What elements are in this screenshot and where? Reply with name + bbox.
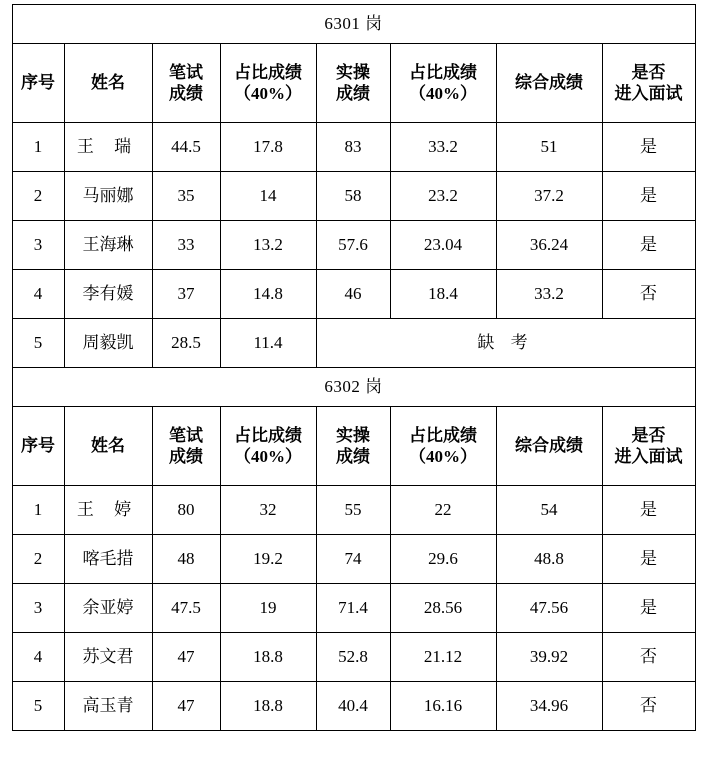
header-cell-practical-weighted xyxy=(390,407,496,486)
cell-name: 高玉青 xyxy=(64,682,152,731)
header-line-2: 成绩 xyxy=(336,84,370,103)
header-line-1: 是否 xyxy=(631,62,666,82)
header-line-1: 占比成绩 xyxy=(234,62,302,82)
header-cell-written-score xyxy=(152,44,220,123)
section-title-row xyxy=(12,368,695,407)
section-title: 6301 岗 xyxy=(12,5,695,44)
cell-seq: 3 xyxy=(12,584,64,633)
cell-total: 37.2 xyxy=(496,172,602,221)
table-row xyxy=(12,172,695,221)
cell-name: 马丽娜 xyxy=(64,172,152,221)
score-table-6301 xyxy=(12,4,696,368)
cell-name: 余亚婷 xyxy=(64,584,152,633)
cell-written-weighted: 32 xyxy=(220,486,316,535)
cell-written-weighted: 17.8 xyxy=(220,123,316,172)
cell-written-score: 37 xyxy=(152,270,220,319)
cell-seq: 5 xyxy=(12,682,64,731)
header-line-2: （40%） xyxy=(234,447,302,466)
header-line-1: 占比成绩 xyxy=(234,425,302,445)
cell-seq: 4 xyxy=(12,633,64,682)
cell-interview: 是 xyxy=(602,172,695,221)
cell-written-weighted: 19.2 xyxy=(220,535,316,584)
header-cell-name xyxy=(64,44,152,123)
cell-name: 周毅凯 xyxy=(64,319,152,368)
header-line-1: 笔试 xyxy=(169,62,203,82)
header-cell-total xyxy=(496,44,602,123)
table-row xyxy=(12,535,695,584)
header-cell-practical-score xyxy=(316,44,390,123)
header-line-1: 占比成绩 xyxy=(409,62,477,82)
cell-seq: 1 xyxy=(12,123,64,172)
cell-written-weighted: 18.8 xyxy=(220,633,316,682)
cell-written-score: 33 xyxy=(152,221,220,270)
header-line-1: 综合成绩 xyxy=(515,73,583,93)
header-line-2: （40%） xyxy=(234,84,302,103)
cell-practical-weighted: 23.2 xyxy=(390,172,496,221)
cell-written-score: 80 xyxy=(152,486,220,535)
cell-practical-score: 52.8 xyxy=(316,633,390,682)
header-line-1: 序号 xyxy=(21,73,55,93)
cell-practical-score: 58 xyxy=(316,172,390,221)
cell-total: 47.56 xyxy=(496,584,602,633)
cell-interview: 否 xyxy=(602,682,695,731)
cell-total: 48.8 xyxy=(496,535,602,584)
header-line-1: 笔试 xyxy=(169,425,203,445)
cell-total: 33.2 xyxy=(496,270,602,319)
cell-interview: 是 xyxy=(602,535,695,584)
table-row xyxy=(12,584,695,633)
score-sheet-page xyxy=(0,4,707,773)
cell-written-weighted: 14.8 xyxy=(220,270,316,319)
cell-written-score: 48 xyxy=(152,535,220,584)
cell-practical-score: 83 xyxy=(316,123,390,172)
cell-total: 39.92 xyxy=(496,633,602,682)
header-line-2: 成绩 xyxy=(169,447,203,466)
header-cell-seq xyxy=(12,44,64,123)
cell-name: 苏文君 xyxy=(64,633,152,682)
cell-written-score: 28.5 xyxy=(152,319,220,368)
cell-seq: 1 xyxy=(12,486,64,535)
header-line-2: 成绩 xyxy=(169,84,203,103)
cell-practical-score: 74 xyxy=(316,535,390,584)
cell-practical-weighted: 23.04 xyxy=(390,221,496,270)
table-row xyxy=(12,486,695,535)
cell-name: 喀毛措 xyxy=(64,535,152,584)
cell-total: 54 xyxy=(496,486,602,535)
cell-written-weighted: 19 xyxy=(220,584,316,633)
header-line-1: 姓名 xyxy=(91,436,125,456)
cell-interview: 是 xyxy=(602,123,695,172)
cell-seq: 2 xyxy=(12,172,64,221)
cell-practical-score: 55 xyxy=(316,486,390,535)
table-row xyxy=(12,270,695,319)
cell-practical-weighted: 22 xyxy=(390,486,496,535)
cell-name: 王海琳 xyxy=(64,221,152,270)
section-title-row xyxy=(12,5,695,44)
cell-written-weighted: 13.2 xyxy=(220,221,316,270)
header-cell-interview xyxy=(602,44,695,123)
cell-total: 36.24 xyxy=(496,221,602,270)
header-line-2: 进入面试 xyxy=(614,84,683,103)
table-header-row xyxy=(12,407,695,486)
table-row xyxy=(12,682,695,731)
header-cell-seq xyxy=(12,407,64,486)
header-line-1: 实操 xyxy=(336,425,370,445)
header-cell-written-score xyxy=(152,407,220,486)
header-line-2: （40%） xyxy=(409,447,477,466)
header-line-1: 序号 xyxy=(21,436,55,456)
header-line-1: 实操 xyxy=(336,62,370,82)
cell-written-weighted: 14 xyxy=(220,172,316,221)
cell-written-score: 44.5 xyxy=(152,123,220,172)
cell-interview: 否 xyxy=(602,633,695,682)
cell-practical-weighted: 33.2 xyxy=(390,123,496,172)
cell-total: 34.96 xyxy=(496,682,602,731)
header-line-1: 姓名 xyxy=(91,73,125,93)
cell-written-score: 47.5 xyxy=(152,584,220,633)
score-table-6302 xyxy=(12,367,696,731)
table-row xyxy=(12,221,695,270)
table-header-row xyxy=(12,44,695,123)
cell-practical-score: 71.4 xyxy=(316,584,390,633)
header-cell-written-weighted xyxy=(220,407,316,486)
cell-interview: 是 xyxy=(602,221,695,270)
cell-written-score: 47 xyxy=(152,682,220,731)
header-cell-name xyxy=(64,407,152,486)
cell-written-score: 35 xyxy=(152,172,220,221)
header-cell-interview xyxy=(602,407,695,486)
cell-name: 李有媛 xyxy=(64,270,152,319)
cell-practical-score: 57.6 xyxy=(316,221,390,270)
header-line-1: 综合成绩 xyxy=(515,436,583,456)
cell-practical-score: 40.4 xyxy=(316,682,390,731)
cell-practical-weighted: 16.16 xyxy=(390,682,496,731)
cell-name: 王 瑞 xyxy=(64,123,152,172)
cell-practical-weighted: 18.4 xyxy=(390,270,496,319)
cell-total: 51 xyxy=(496,123,602,172)
cell-seq: 3 xyxy=(12,221,64,270)
table-row xyxy=(12,123,695,172)
header-cell-practical-score xyxy=(316,407,390,486)
header-line-2: （40%） xyxy=(409,84,477,103)
cell-practical-weighted: 21.12 xyxy=(390,633,496,682)
header-line-1: 占比成绩 xyxy=(409,425,477,445)
table-row xyxy=(12,319,695,368)
cell-written-weighted: 18.8 xyxy=(220,682,316,731)
table-row xyxy=(12,633,695,682)
header-line-1: 是否 xyxy=(631,425,666,445)
cell-practical-score: 46 xyxy=(316,270,390,319)
cell-interview: 是 xyxy=(602,584,695,633)
header-cell-total xyxy=(496,407,602,486)
header-line-2: 进入面试 xyxy=(614,447,683,466)
cell-absent-note: 缺 考 xyxy=(316,319,695,368)
section-title: 6302 岗 xyxy=(12,368,695,407)
cell-seq: 4 xyxy=(12,270,64,319)
cell-written-score: 47 xyxy=(152,633,220,682)
cell-written-weighted: 11.4 xyxy=(220,319,316,368)
cell-seq: 5 xyxy=(12,319,64,368)
cell-practical-weighted: 29.6 xyxy=(390,535,496,584)
cell-seq: 2 xyxy=(12,535,64,584)
cell-practical-weighted: 28.56 xyxy=(390,584,496,633)
cell-interview: 否 xyxy=(602,270,695,319)
cell-interview: 是 xyxy=(602,486,695,535)
header-cell-practical-weighted xyxy=(390,44,496,123)
header-line-2: 成绩 xyxy=(336,447,370,466)
cell-name: 王 婷 xyxy=(64,486,152,535)
header-cell-written-weighted xyxy=(220,44,316,123)
